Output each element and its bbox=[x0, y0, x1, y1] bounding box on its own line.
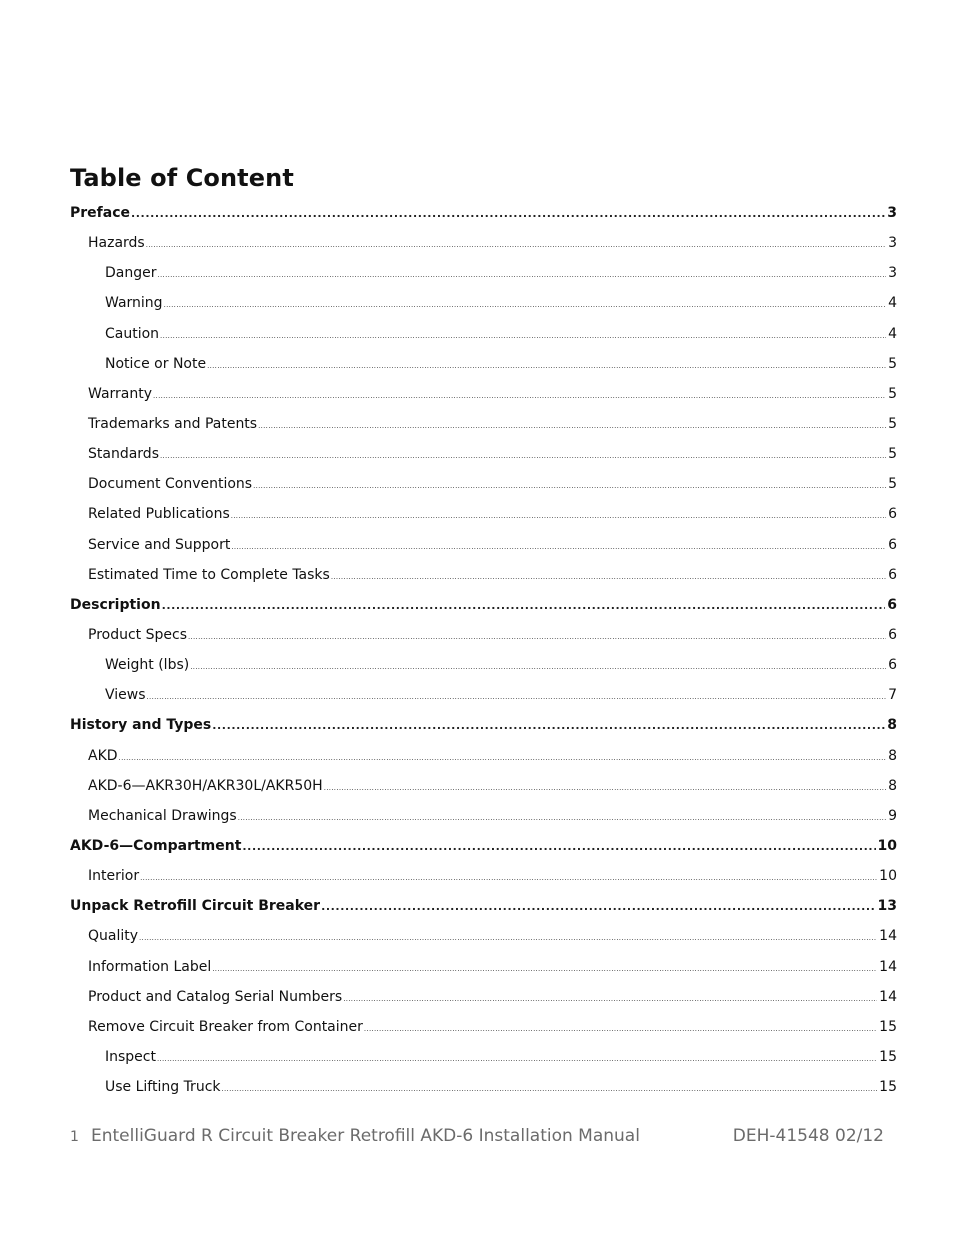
toc-entry-label: Notice or Note bbox=[105, 355, 207, 372]
toc-entry-label: Views bbox=[105, 687, 146, 704]
toc-dot-leader bbox=[139, 934, 877, 942]
toc-dot-leader bbox=[253, 482, 886, 490]
toc-dot-leader bbox=[140, 874, 877, 882]
toc-entry-label: Inspect bbox=[105, 1048, 156, 1065]
toc-entry-label: Unpack Retrofill Circuit Breaker bbox=[70, 898, 321, 915]
toc-entry[interactable] bbox=[70, 1049, 897, 1079]
toc-dot-leader bbox=[147, 693, 887, 701]
toc-entry[interactable] bbox=[70, 657, 897, 687]
footer-document-title: EntelliGuard R Circuit Breaker Retrofill AKD-6 Installation Manual bbox=[91, 1126, 640, 1146]
toc-entry-page-number: 3 bbox=[888, 235, 897, 252]
toc-entry-page-number: 6 bbox=[887, 596, 897, 613]
toc-entry-page-number: 5 bbox=[888, 355, 897, 372]
toc-entry-label: Trademarks and Patents bbox=[88, 415, 258, 432]
toc-entry-label: AKD-6—AKR30H/AKR30L/AKR50H bbox=[88, 777, 323, 794]
toc-entry-page-number: 5 bbox=[888, 446, 897, 463]
toc-dot-leader bbox=[343, 995, 877, 1003]
toc-dot-leader bbox=[157, 1055, 877, 1063]
toc-entry-page-number: 5 bbox=[888, 415, 897, 432]
toc-entry-page-number: 4 bbox=[888, 325, 897, 342]
toc-entry[interactable] bbox=[70, 838, 897, 868]
toc-entry-label: Warning bbox=[105, 295, 163, 312]
toc-entry-label: Use Lifting Truck bbox=[105, 1079, 221, 1096]
toc-entry-page-number: 14 bbox=[879, 958, 897, 975]
toc-entry[interactable] bbox=[70, 506, 897, 536]
toc-entry-page-number: 8 bbox=[888, 777, 897, 794]
toc-entry[interactable] bbox=[70, 205, 897, 235]
toc-entry-page-number: 13 bbox=[877, 898, 897, 915]
toc-dot-leader bbox=[153, 392, 886, 400]
toc-entry-label: Remove Circuit Breaker from Container bbox=[88, 1018, 363, 1035]
toc-entry-label: Danger bbox=[105, 265, 157, 282]
footer-document-id: DEH-41548 02/12 bbox=[732, 1126, 884, 1146]
toc-dot-leader bbox=[158, 271, 887, 279]
toc-dot-leader bbox=[162, 599, 886, 612]
toc-entry[interactable] bbox=[70, 778, 897, 808]
toc-entry-label: Interior bbox=[88, 868, 140, 885]
toc-entry-label: Description bbox=[70, 596, 161, 613]
toc-entry-page-number: 7 bbox=[888, 687, 897, 704]
toc-entry[interactable] bbox=[70, 1019, 897, 1049]
toc-entry-page-number: 10 bbox=[877, 837, 897, 854]
toc-entry[interactable] bbox=[70, 537, 897, 567]
toc-entry-page-number: 6 bbox=[888, 566, 897, 583]
toc-entry[interactable] bbox=[70, 627, 897, 657]
toc-entry-page-number: 10 bbox=[879, 868, 897, 885]
toc-entry-label: Product and Catalog Serial Numbers bbox=[88, 988, 343, 1005]
toc-entry[interactable] bbox=[70, 748, 897, 778]
toc-entry-label: Hazards bbox=[88, 235, 145, 252]
toc-entry[interactable] bbox=[70, 687, 897, 717]
toc-entry-label: AKD bbox=[88, 747, 118, 764]
toc-entry-label: Weight (lbs) bbox=[105, 657, 190, 674]
toc-entry-label: Standards bbox=[88, 446, 159, 463]
toc-entry-page-number: 14 bbox=[879, 928, 897, 945]
toc-dot-leader bbox=[231, 512, 886, 520]
toc-entry[interactable] bbox=[70, 717, 897, 747]
toc-dot-leader bbox=[321, 900, 875, 913]
toc-dot-leader bbox=[212, 719, 885, 732]
toc-entry-page-number: 15 bbox=[879, 1048, 897, 1065]
toc-entry-label: Quality bbox=[88, 928, 139, 945]
toc-dot-leader bbox=[160, 332, 886, 340]
toc-entry[interactable] bbox=[70, 326, 897, 356]
toc-dot-leader bbox=[164, 301, 887, 309]
toc-dot-leader bbox=[222, 1085, 878, 1093]
toc-entry[interactable] bbox=[70, 416, 897, 446]
table-of-contents bbox=[70, 205, 897, 1109]
page-footer bbox=[70, 1126, 884, 1146]
toc-entry[interactable] bbox=[70, 476, 897, 506]
toc-entry[interactable] bbox=[70, 1079, 897, 1109]
toc-entry-page-number: 4 bbox=[888, 295, 897, 312]
toc-entry-page-number: 3 bbox=[888, 265, 897, 282]
toc-entry-page-number: 9 bbox=[888, 807, 897, 824]
toc-entry-label: AKD-6—Compartment bbox=[70, 837, 242, 854]
toc-entry-page-number: 5 bbox=[888, 385, 897, 402]
toc-dot-leader bbox=[119, 754, 887, 762]
toc-entry[interactable] bbox=[70, 446, 897, 476]
toc-entry-label: Document Conventions bbox=[88, 476, 253, 493]
toc-entry-page-number: 15 bbox=[879, 1079, 897, 1096]
toc-dot-leader bbox=[207, 362, 886, 370]
toc-entry-label: Mechanical Drawings bbox=[88, 807, 237, 824]
toc-entry-label: Information Label bbox=[88, 958, 212, 975]
toc-entry[interactable] bbox=[70, 808, 897, 838]
toc-entry-label: Related Publications bbox=[88, 506, 230, 523]
page-title: Table of Content bbox=[70, 164, 294, 192]
toc-dot-leader bbox=[331, 573, 886, 581]
toc-dot-leader bbox=[131, 207, 885, 220]
toc-dot-leader bbox=[212, 965, 877, 973]
toc-entry[interactable] bbox=[70, 989, 897, 1019]
toc-entry-label: Product Specs bbox=[88, 626, 187, 643]
toc-dot-leader bbox=[364, 1025, 877, 1033]
toc-dot-leader bbox=[231, 543, 886, 551]
footer-page-number: 1 bbox=[70, 1129, 79, 1145]
toc-dot-leader bbox=[238, 814, 886, 822]
toc-entry-page-number: 8 bbox=[887, 717, 897, 734]
toc-entry[interactable] bbox=[70, 235, 897, 265]
toc-entry-label: Preface bbox=[70, 205, 130, 221]
toc-dot-leader bbox=[258, 422, 886, 430]
toc-entry[interactable] bbox=[70, 898, 897, 928]
toc-entry-page-number: 6 bbox=[888, 536, 897, 553]
toc-dot-leader bbox=[190, 663, 886, 671]
toc-entry[interactable] bbox=[70, 868, 897, 898]
toc-entry[interactable] bbox=[70, 597, 897, 627]
toc-entry-page-number: 14 bbox=[879, 988, 897, 1005]
toc-entry-label: History and Types bbox=[70, 717, 212, 734]
toc-entry[interactable] bbox=[70, 386, 897, 416]
toc-entry-label: Service and Support bbox=[88, 536, 231, 553]
toc-entry[interactable] bbox=[70, 295, 897, 325]
toc-entry-label: Caution bbox=[105, 325, 160, 342]
toc-dot-leader bbox=[160, 452, 886, 460]
toc-entry[interactable] bbox=[70, 356, 897, 386]
toc-dot-leader bbox=[188, 633, 886, 641]
toc-dot-leader bbox=[146, 241, 886, 249]
toc-dot-leader bbox=[242, 840, 875, 853]
toc-entry-page-number: 8 bbox=[888, 747, 897, 764]
toc-entry-page-number: 15 bbox=[879, 1018, 897, 1035]
toc-dot-leader bbox=[324, 784, 886, 792]
toc-entry-label: Estimated Time to Complete Tasks bbox=[88, 566, 330, 583]
toc-entry-page-number: 6 bbox=[888, 657, 897, 674]
toc-entry[interactable] bbox=[70, 928, 897, 958]
toc-entry[interactable] bbox=[70, 567, 897, 597]
toc-entry-page-number: 6 bbox=[888, 626, 897, 643]
toc-entry[interactable] bbox=[70, 265, 897, 295]
toc-entry-page-number: 3 bbox=[887, 205, 897, 221]
toc-entry-page-number: 6 bbox=[888, 506, 897, 523]
toc-entry-page-number: 5 bbox=[888, 476, 897, 493]
toc-entry-label: Warranty bbox=[88, 385, 153, 402]
toc-entry[interactable] bbox=[70, 959, 897, 989]
